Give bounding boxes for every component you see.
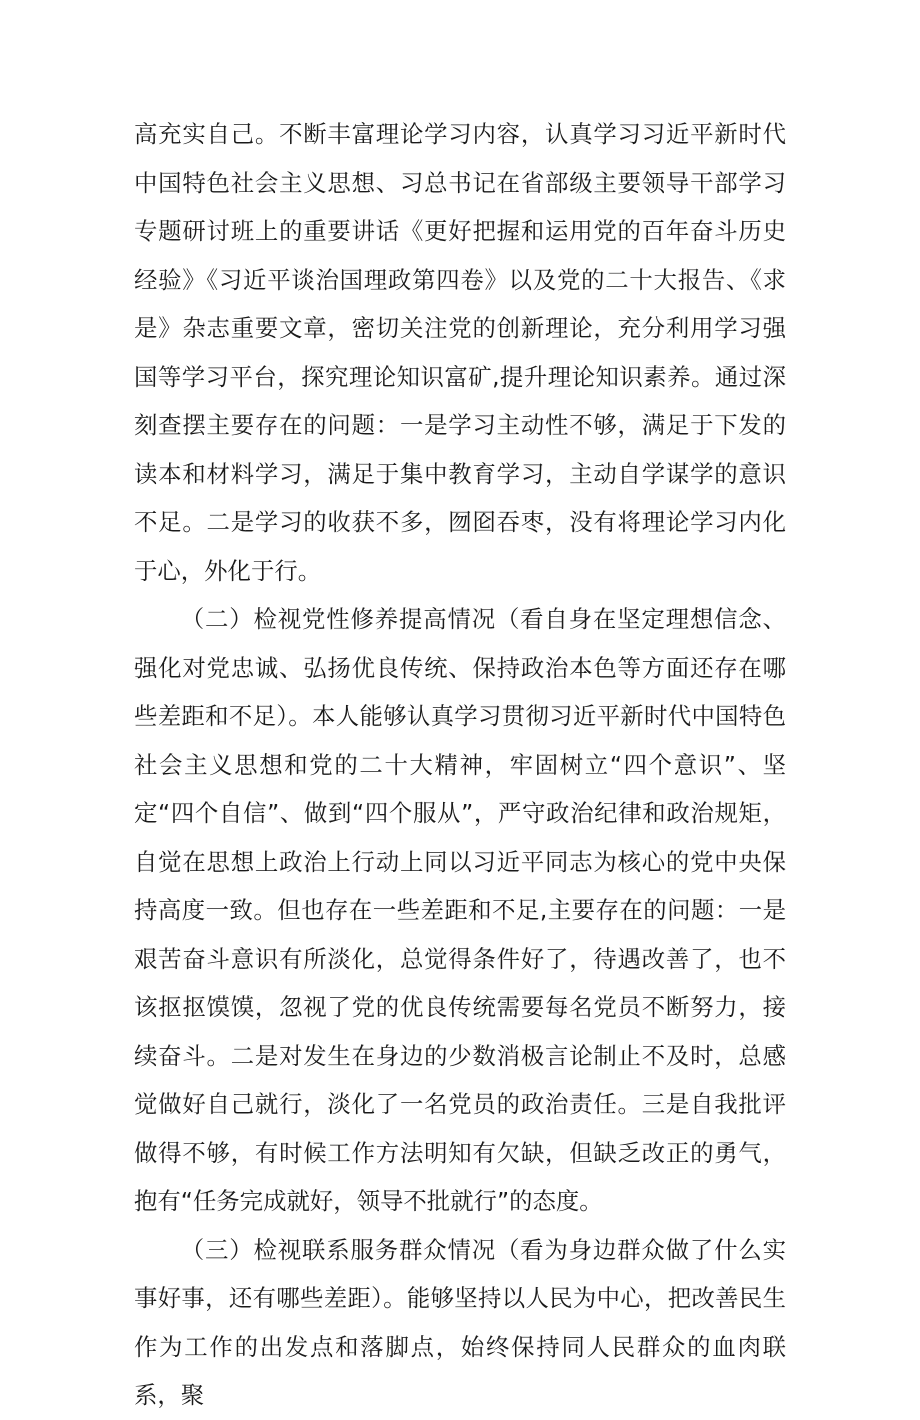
paragraph-study-content: 高充实自己。不断丰富理论学习内容，认真学习习近平新时代中国特色社会主义思想、习总书记在省部级主要领导干部学习专题研讨班上的重要讲话《更好把握和运用党的百年奋斗历史经验》《习近平谈治国理政第四卷》以及党的二十大报告、《求是》杂志重要文章，密切关注党的创新理论，充分利用学习强国等学习平台，探究理论知识富矿,提升理论知识素养。通过深刻查摆主要存在的问题：一是学习主动性不够，满足于下发的读本和材料学习，满足于集中教育学习，主动自学谋学的意识不足。二是学习的收获不多，囫囵吞枣，没有将理论学习内化于心，外化于行。	[134, 120, 786, 585]
paragraph-party-spirit: （二）检视党性修养提高情况（看自身在坚定理想信念、强化对党忠诚、弘扬优良传统、保持政治本色等方面还存在哪些差距和不足）。本人能够认真学习贯彻习近平新时代中国特色社会主义思想和党的二十大精神，牢固树立“四个意识”、坚定“四个自信”、做到“四个服从”，严守政治纪律和政治规矩，自觉在思想上政治上行动上同以习近平同志为核心的党中央保持高度一致。但也存在一些差距和不足,主要存在的问题：一是艰苦奋斗意识有所淡化，总觉得条件好了，待遇改善了，也不该抠抠馍馍，忽视了党的优良传统需要每名党员不断努力，接续奋斗。二是对发生在身边的少数消极言论制止不及时，总感觉做好自己就行，淡化了一名党员的政治责任。三是自我批评做得不够，有时候工作方法明知有欠缺，但缺乏改正的勇气，抱有“任务完成就好，领导不批就行”的态度。	[134, 605, 786, 1215]
paragraph-serving-masses: （三）检视联系服务群众情况（看为身边群众做了什么实事好事，还有哪些差距）。能够坚持以人民为中心，把改善民生作为工作的出发点和落脚点，始终保持同人民群众的血肉联系，聚	[134, 1235, 786, 1409]
document-body	[134, 110, 786, 1420]
